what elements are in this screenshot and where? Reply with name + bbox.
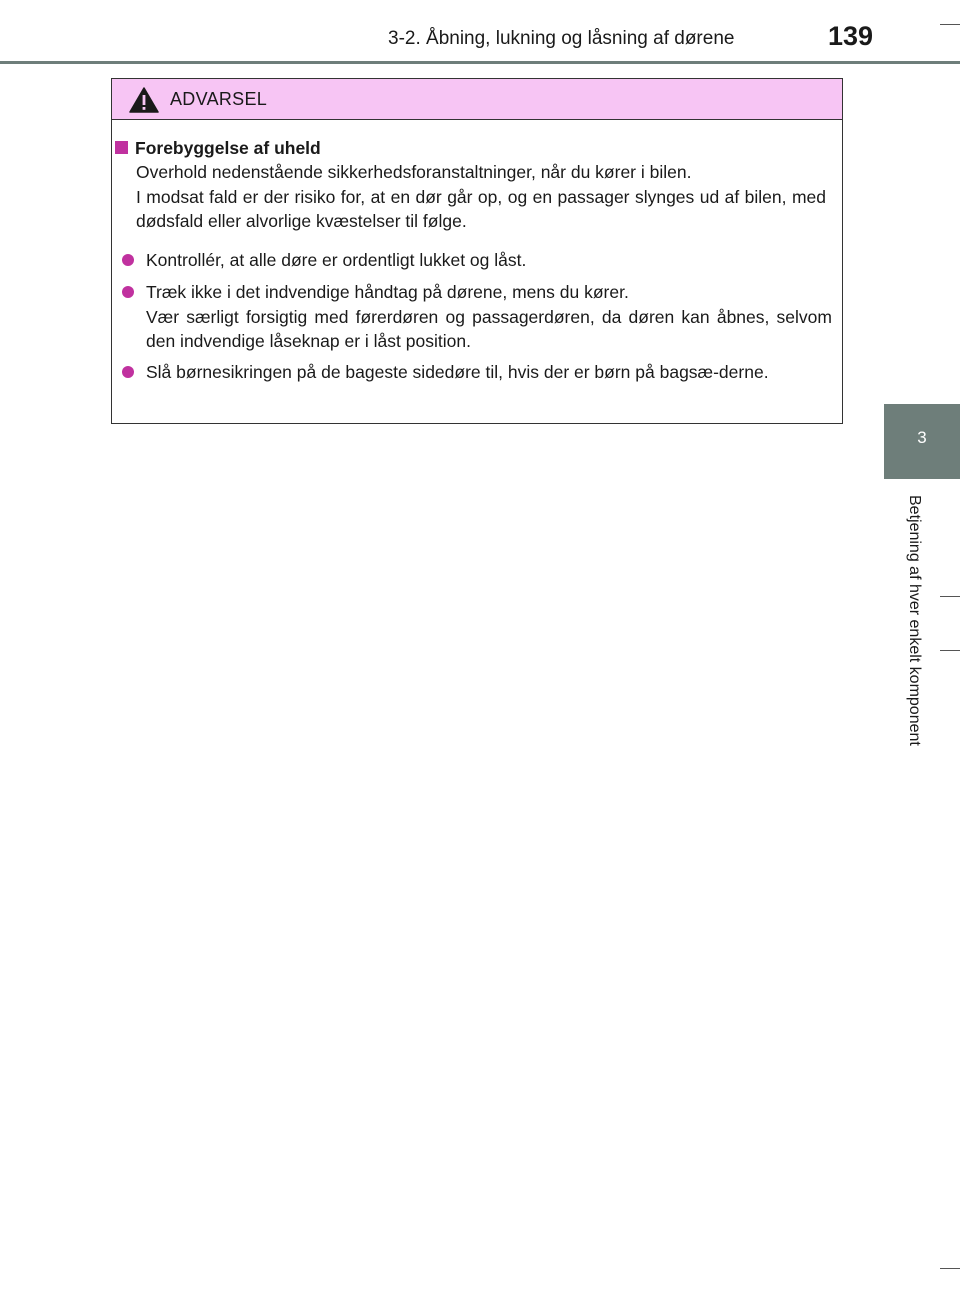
bullet-line: Vær særligt forsigtig med førerdøren og passagerdøren, da døren kan åbnes, selvom den indvendige låseknap er i låst position.	[146, 306, 832, 351]
chapter-tab	[884, 404, 960, 479]
page-header	[0, 0, 960, 62]
crop-mark	[940, 24, 960, 25]
bullet-line: Slå børnesikringen på de bageste sidedøre til, hvis der er børn på bagsæ-derne.	[146, 362, 769, 382]
warning-header	[112, 79, 842, 120]
square-bullet-icon	[115, 141, 128, 154]
bullet-line: Kontrollér, at alle døre er ordentligt lukket og låst.	[146, 250, 527, 270]
intro-line: Overhold nedenstående sikkerhedsforanstaltninger, når du kører i bilen.	[136, 162, 692, 182]
section-title: 3-2. Åbning, lukning og låsning af dørene	[388, 28, 735, 49]
bullet-text	[146, 360, 832, 385]
chapter-number: 3	[917, 428, 927, 447]
page-number: 139	[828, 21, 874, 51]
header-rule	[0, 61, 960, 64]
warning-intro	[136, 160, 826, 234]
warning-triangle-icon	[129, 87, 159, 113]
intro-line: I modsat fald er der risiko for, at en dør går op, og en passager slynges ud af bilen, med dødsfald eller alvorlige kvæstelser til følge.	[136, 186, 826, 231]
bullet-line: Træk ikke i det indvendige håndtag på dørene, mens du kører.	[146, 282, 629, 302]
crop-mark	[940, 1268, 960, 1269]
chapter-title: Betjening af hver enkelt komponent	[906, 495, 923, 746]
bullet-dot-icon	[122, 286, 134, 298]
warning-box	[111, 78, 843, 424]
bullet-dot-icon	[122, 254, 134, 266]
crop-mark	[940, 650, 960, 651]
crop-mark	[940, 596, 960, 597]
bullet-text	[146, 248, 832, 273]
bullet-dot-icon	[122, 366, 134, 378]
warning-subheading	[115, 136, 321, 161]
bullet-text	[146, 280, 832, 354]
subheading-text: Forebyggelse af uheld	[135, 138, 321, 158]
warning-title: ADVARSEL	[170, 89, 268, 109]
